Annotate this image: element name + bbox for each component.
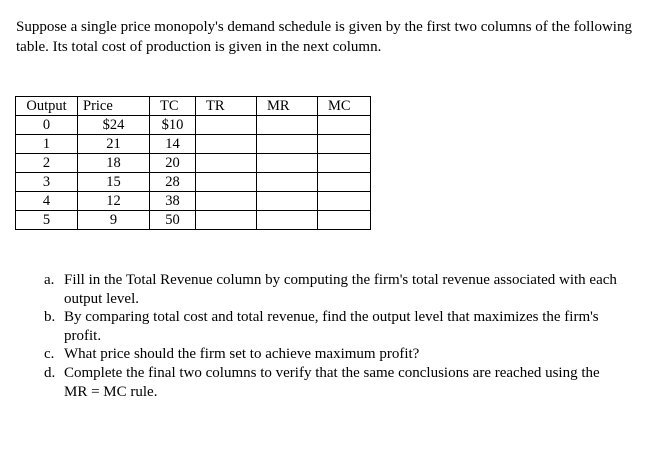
question-item (44, 345, 624, 364)
marginal-cost-cell (318, 192, 371, 211)
question-letter: d. (44, 364, 56, 381)
output-cell: 0 (16, 116, 78, 135)
output-cell: 4 (16, 192, 78, 211)
total-cost-cell: 20 (150, 154, 196, 173)
output-cell: 1 (16, 135, 78, 154)
total-cost-cell: $10 (150, 116, 196, 135)
question-letter: c. (44, 346, 55, 363)
marginal-cost-cell (318, 135, 371, 154)
total-cost-cell: 38 (150, 192, 196, 211)
table-row (16, 154, 371, 173)
demand-cost-table (15, 96, 371, 230)
table-row (16, 211, 371, 230)
total-revenue-cell (196, 211, 257, 230)
price-cell: 12 (78, 192, 150, 211)
total-cost-cell: 14 (150, 135, 196, 154)
total-cost-cell: 50 (150, 211, 196, 230)
total-revenue-cell (196, 192, 257, 211)
total-revenue-cell (196, 116, 257, 135)
question-text: Fill in the Total Revenue column by computing the firm's total revenue associated with each output level. (64, 272, 617, 307)
column-header-output: Output (16, 97, 78, 116)
total-revenue-cell (196, 154, 257, 173)
price-cell: 15 (78, 173, 150, 192)
column-header-total-revenue: TR (196, 97, 257, 116)
column-header-price: Price (78, 97, 150, 116)
marginal-revenue-cell (257, 135, 318, 154)
output-cell: 2 (16, 154, 78, 173)
output-cell: 5 (16, 211, 78, 230)
price-cell: 9 (78, 211, 150, 230)
total-revenue-cell (196, 173, 257, 192)
price-cell: 18 (78, 154, 150, 173)
marginal-revenue-cell (257, 116, 318, 135)
total-cost-cell: 28 (150, 173, 196, 192)
marginal-revenue-cell (257, 192, 318, 211)
table-row (16, 116, 371, 135)
output-cell: 3 (16, 173, 78, 192)
question-list (44, 271, 624, 401)
question-item (44, 308, 624, 345)
table-row (16, 192, 371, 211)
question-letter: b. (44, 309, 56, 326)
column-header-marginal-revenue: MR (257, 97, 318, 116)
table-row (16, 135, 371, 154)
table-header-row (16, 97, 371, 116)
question-text: What price should the firm set to achieve maximum profit? (64, 346, 420, 363)
question-text: By comparing total cost and total revenue, find the output level that maximizes the firm's profit. (64, 309, 599, 344)
total-revenue-cell (196, 135, 257, 154)
question-text: Complete the final two columns to verify that the same conclusions are reached using the MR = MC rule. (64, 364, 600, 400)
marginal-cost-cell (318, 211, 371, 230)
marginal-revenue-cell (257, 154, 318, 173)
problem-intro: Suppose a single price monopoly's demand schedule is given by the first two columns of the following table. Its total cost of production is given in the next column. (16, 19, 632, 55)
marginal-cost-cell (318, 116, 371, 135)
question-item (44, 271, 624, 308)
price-cell: $24 (78, 116, 150, 135)
marginal-cost-cell (318, 154, 371, 173)
column-header-marginal-cost: MC (318, 97, 371, 116)
question-item (44, 364, 624, 401)
price-cell: 21 (78, 135, 150, 154)
marginal-revenue-cell (257, 173, 318, 192)
marginal-revenue-cell (257, 211, 318, 230)
question-letter: a. (44, 272, 55, 288)
column-header-total-cost: TC (150, 97, 196, 116)
marginal-cost-cell (318, 173, 371, 192)
table-row (16, 173, 371, 192)
